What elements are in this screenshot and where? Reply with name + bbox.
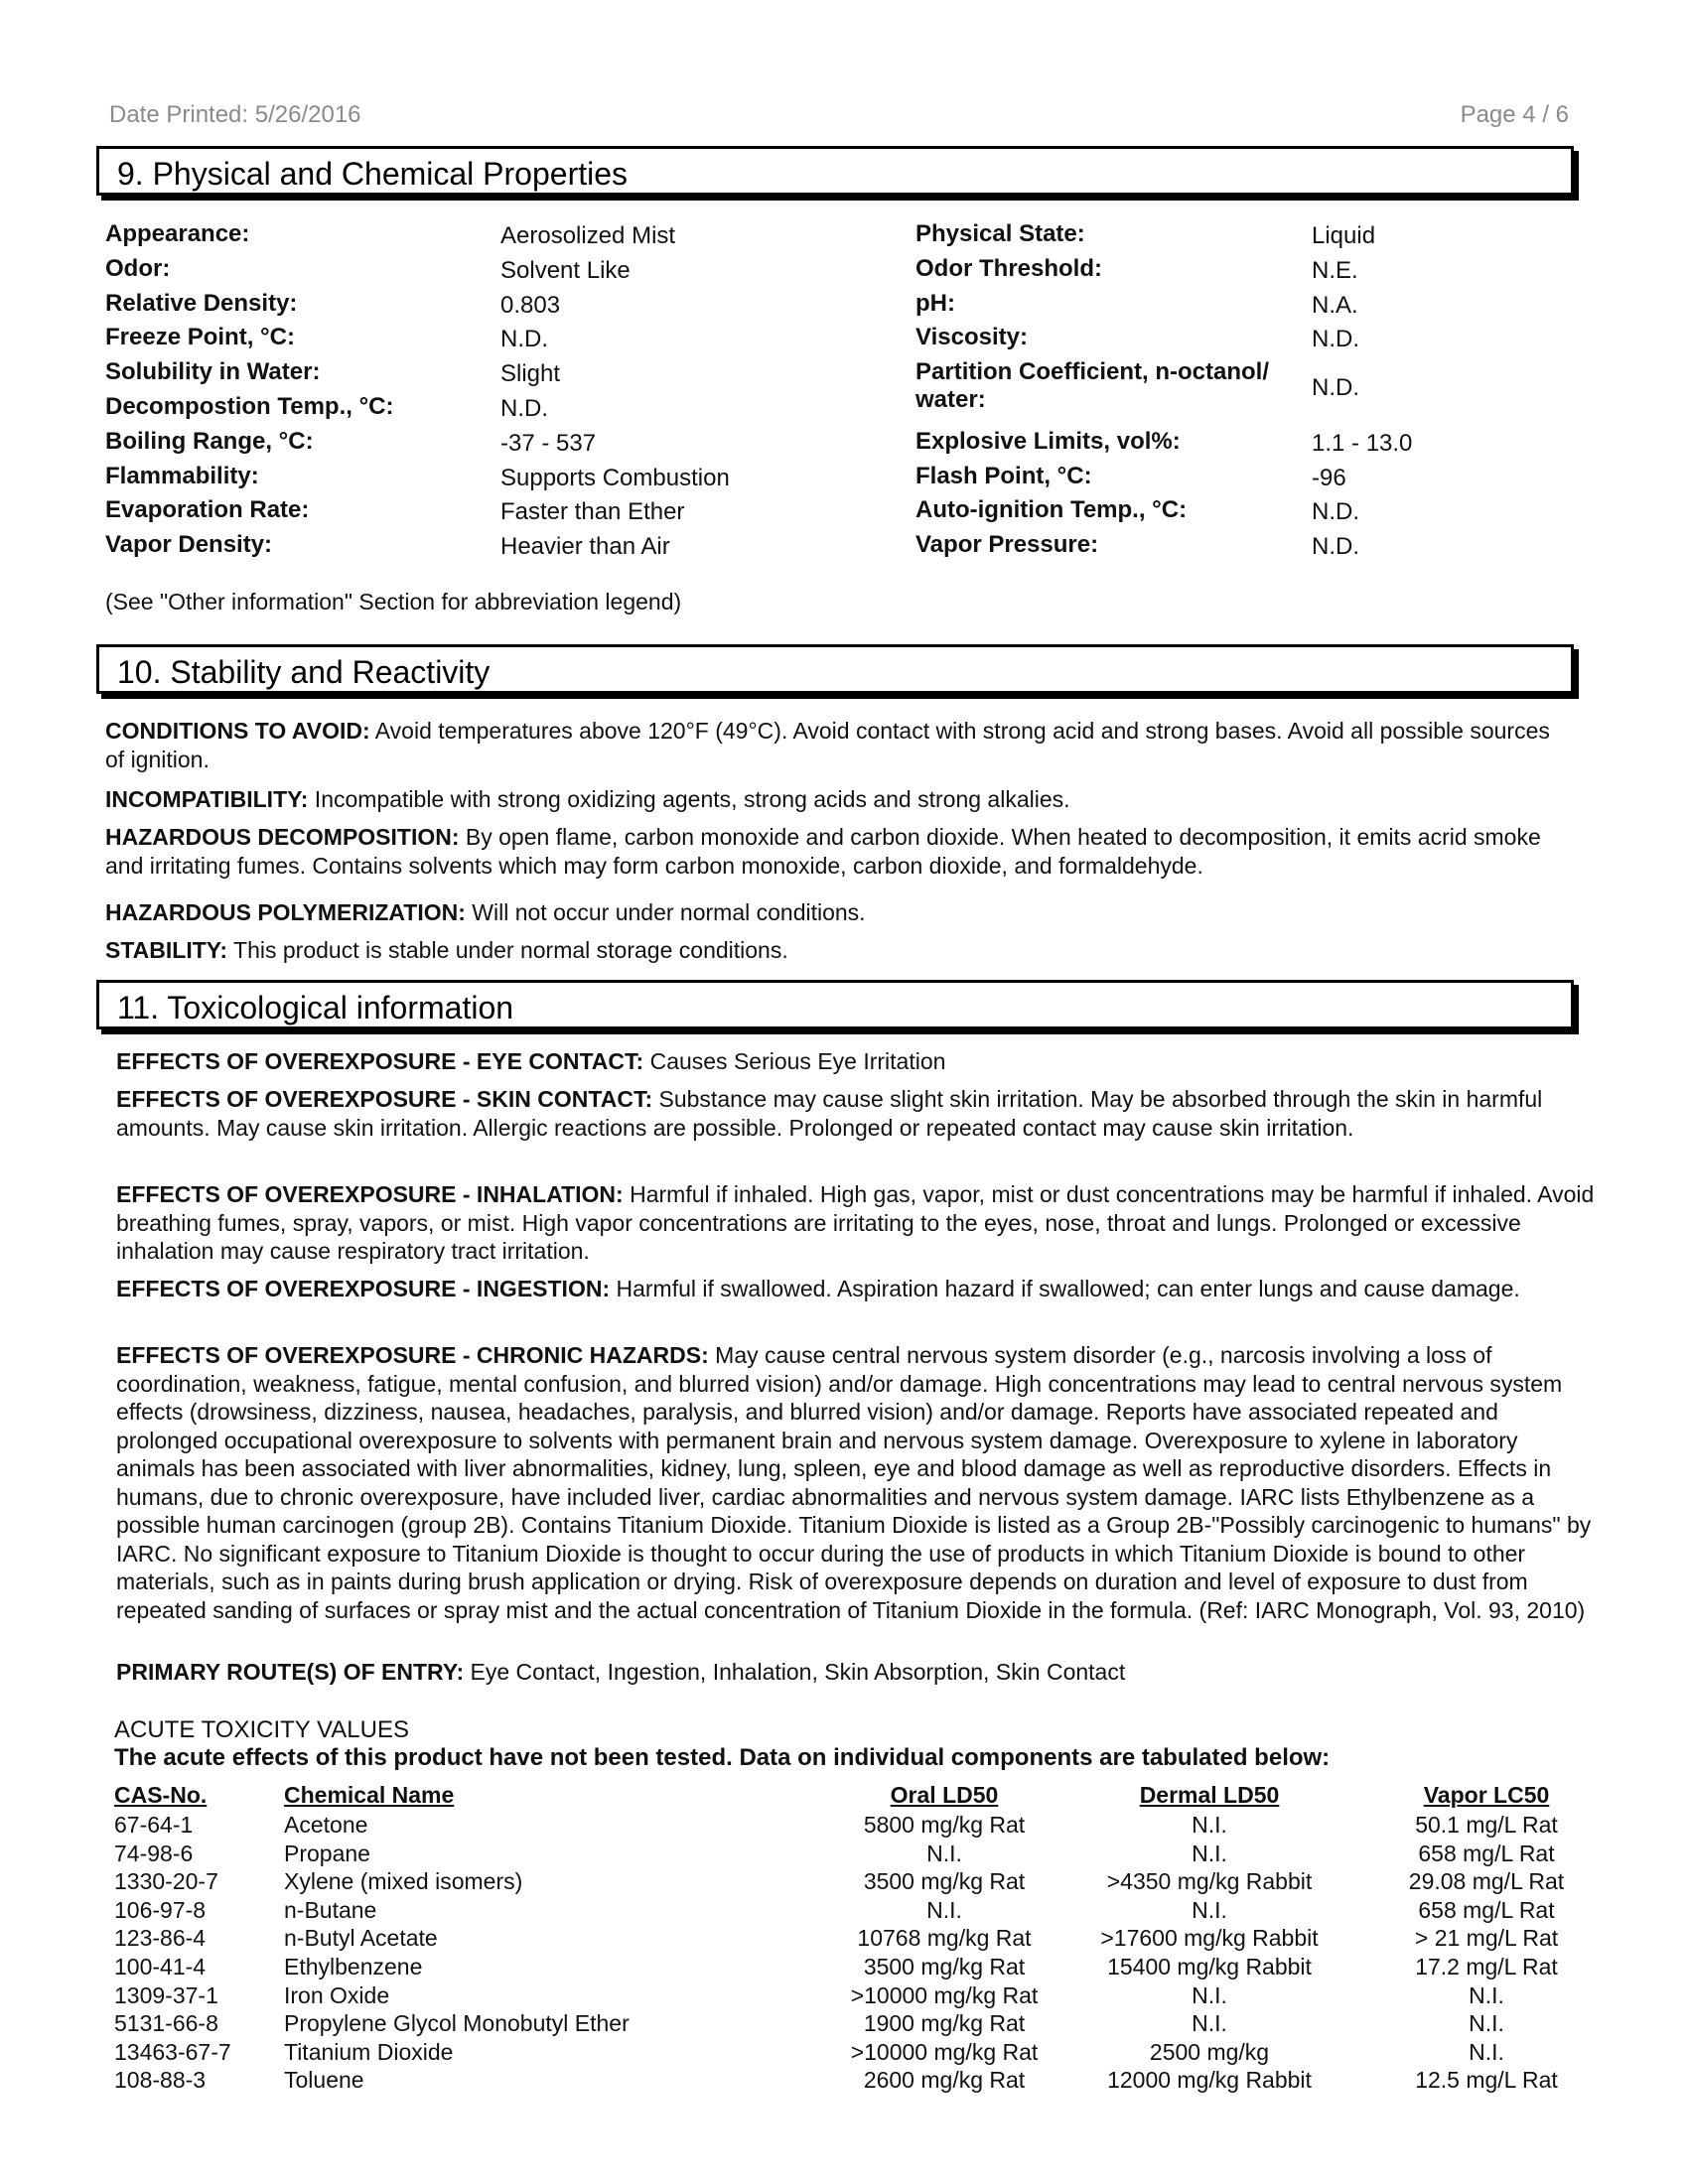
table-cell: 10768 mg/kg Rat <box>857 1925 1032 1952</box>
paragraph-label: EFFECTS OF OVEREXPOSURE - EYE CONTACT: <box>116 1048 644 1074</box>
property-label: Physical State: <box>915 220 1085 247</box>
section-11-header <box>96 980 1574 1029</box>
table-cell: 1330-20-7 <box>114 1868 218 1895</box>
table-header: Chemical Name <box>284 1782 455 1808</box>
table-cell: 15400 mg/kg Rabbit <box>1107 1954 1312 1979</box>
table-header: Dermal LD50 <box>1139 1782 1280 1808</box>
table-cell: 74-98-6 <box>114 1840 194 1866</box>
table-cell: 100-41-4 <box>114 1954 207 1979</box>
property-label: Flammability: <box>105 463 259 489</box>
table-cell: 1309-37-1 <box>114 1981 218 2008</box>
table-cell: Titanium Dioxide <box>284 2038 454 2065</box>
table-cell: >10000 mg/kg Rat <box>850 2038 1039 2065</box>
paragraph <box>116 1275 1598 1303</box>
table-cell: 13463-67-7 <box>114 2038 231 2065</box>
section-10-title: 10. Stability and Reactivity <box>117 654 491 690</box>
table-cell: Xylene (mixed isomers) <box>284 1868 523 1895</box>
paragraph <box>105 717 1557 773</box>
paragraph <box>105 823 1557 880</box>
paragraph <box>105 898 1557 927</box>
property-label: Odor: <box>105 255 171 282</box>
property-value: -37 - 537 <box>500 430 597 457</box>
paragraph <box>116 1047 1598 1076</box>
table-cell: 2500 mg/kg <box>1149 2038 1270 2065</box>
table-cell: 17.2 mg/L Rat <box>1415 1954 1558 1979</box>
table-cell: N.I. <box>1192 1840 1227 1866</box>
table-cell: N.I. <box>1192 2010 1227 2037</box>
property-label: Partition Coefficient, n-octanol/ <box>915 358 1270 385</box>
table-cell: Acetone <box>284 1812 368 1838</box>
table-cell: 3500 mg/kg Rat <box>863 1954 1026 1979</box>
table-cell: 108-88-3 <box>114 2067 207 2094</box>
table-cell: N.I. <box>1469 1981 1504 2008</box>
table-cell: >10000 mg/kg Rat <box>850 1981 1039 2008</box>
table-cell: 1900 mg/kg Rat <box>863 2010 1026 2037</box>
table-header: Vapor LC50 <box>1423 1782 1550 1808</box>
paragraph <box>116 1658 1598 1687</box>
paragraph-text: By open flame, carbon monoxide and carbon dioxide. When heated to decomposition, it emits acrid smoke and irritating fumes. Contains solvents which may form carbon monoxide, carbon dioxide, and formaldehyde. <box>105 824 1541 879</box>
paragraph-text: Eye Contact, Ingestion, Inhalation, Skin Absorption, Skin Contact <box>464 1659 1126 1685</box>
paragraph <box>116 1085 1598 1142</box>
table-cell: Ethylbenzene <box>284 1954 423 1979</box>
section-11-title: 11. Toxicological information <box>117 990 514 1025</box>
property-value: N.D. <box>1312 498 1359 525</box>
property-label: Appearance: <box>105 220 250 247</box>
date-printed: Date Printed: 5/26/2016 <box>109 101 361 128</box>
property-value: Heavier than Air <box>500 533 670 560</box>
paragraph-label: HAZARDOUS DECOMPOSITION: <box>105 824 460 850</box>
acute-toxicity-subheading: The acute effects of this product have not been tested. Data on individual components are tabulated below: <box>114 1744 1331 1771</box>
table-cell: Propane <box>284 1840 370 1866</box>
paragraph-label: STABILITY: <box>105 937 228 963</box>
table-cell: Iron Oxide <box>284 1981 390 2008</box>
paragraph-text: Incompatible with strong oxidizing agents, strong acids and strong alkalies. <box>308 786 1070 812</box>
table-cell: n-Butane <box>284 1896 377 1923</box>
property-value: 0.803 <box>500 292 561 319</box>
property-label: Flash Point, °C: <box>915 463 1092 489</box>
table-cell: 12000 mg/kg Rabbit <box>1107 2067 1312 2094</box>
table-cell: N.I. <box>926 1896 962 1923</box>
property-value: N.D. <box>500 395 548 422</box>
table-cell: >17600 mg/kg Rabbit <box>1100 1925 1319 1952</box>
table-cell: N.I. <box>1469 2010 1504 2037</box>
acute-toxicity-heading: ACUTE TOXICITY VALUES <box>114 1716 409 1743</box>
abbreviation-note: (See "Other information" Section for abbreviation legend) <box>105 589 682 614</box>
property-value: -96 <box>1312 465 1346 491</box>
property-label: Vapor Pressure: <box>915 531 1099 558</box>
property-value: N.E. <box>1312 257 1358 284</box>
table-cell: 106-97-8 <box>114 1896 207 1923</box>
paragraph <box>116 1341 1598 1624</box>
table-header: CAS-No. <box>114 1782 208 1808</box>
property-value: Supports Combustion <box>500 465 730 491</box>
table-cell: 5131-66-8 <box>114 2010 218 2037</box>
paragraph-label: HAZARDOUS POLYMERIZATION: <box>105 899 466 925</box>
paragraph-text: Substance may cause slight skin irritation. May be absorbed through the skin in harmful amounts. May cause skin irritation. Allergic reactions are possible. Prolonged or repeated contact may cause skin irritation. <box>116 1086 1543 1141</box>
property-label: Vapor Density: <box>105 531 273 558</box>
table-cell: n-Butyl Acetate <box>284 1925 438 1952</box>
table-header: Oral LD50 <box>890 1782 999 1808</box>
property-value: N.A. <box>1312 292 1358 319</box>
paragraph-text: Harmful if inhaled. High gas, vapor, mist or dust concentrations may be harmful if inhaled. Avoid breathing fumes, spray, vapors, or mist. High vapor concentrations are irritating to the eyes, nose, throat and lungs. Prolonged or excessive inhalation may cause respiratory tract irritation. <box>116 1181 1595 1264</box>
page-number: Page 4 / 6 <box>1460 101 1569 128</box>
property-value: Aerosolized Mist <box>500 222 676 249</box>
section-9-title: 9. Physical and Chemical Properties <box>117 156 629 192</box>
property-label: Decompostion Temp., °C: <box>105 393 394 420</box>
table-cell: 658 mg/L Rat <box>1418 1896 1555 1923</box>
property-label: Explosive Limits, vol%: <box>915 428 1181 455</box>
property-value: Liquid <box>1312 222 1376 249</box>
paragraph-text: This product is stable under normal storage conditions. <box>227 937 788 963</box>
property-value: Solvent Like <box>500 257 631 284</box>
table-cell: 2600 mg/kg Rat <box>863 2067 1026 2094</box>
property-label: Auto-ignition Temp., °C: <box>915 496 1188 523</box>
table-cell: >4350 mg/kg Rabbit <box>1106 1868 1313 1895</box>
paragraph-text: Harmful if swallowed. Aspiration hazard if swallowed; can enter lungs and cause damage. <box>610 1276 1520 1301</box>
table-cell: N.I. <box>1469 2038 1504 2065</box>
property-label: Odor Threshold: <box>915 255 1102 282</box>
table-cell: N.I. <box>1192 1981 1227 2008</box>
paragraph-text: Avoid temperatures above 120°F (49°C). Avoid contact with strong acid and strong bases. Avoid all possible sources of ignition. <box>105 718 1550 772</box>
paragraph-text: Will not occur under normal conditions. <box>465 899 866 925</box>
table-cell: 29.08 mg/L Rat <box>1408 1868 1565 1895</box>
table-cell: Toluene <box>284 2067 364 2094</box>
table-cell: 3500 mg/kg Rat <box>863 1868 1026 1895</box>
property-label: Boiling Range, °C: <box>105 428 314 455</box>
paragraph-text: Causes Serious Eye Irritation <box>643 1048 946 1074</box>
property-value: N.D. <box>500 326 548 352</box>
table-cell: 658 mg/L Rat <box>1418 1840 1555 1866</box>
section-10-header <box>96 644 1574 694</box>
table-cell: 50.1 mg/L Rat <box>1415 1812 1558 1838</box>
table-cell: > 21 mg/L Rat <box>1414 1925 1559 1952</box>
property-value: N.D. <box>1312 326 1359 352</box>
paragraph-label: EFFECTS OF OVEREXPOSURE - INHALATION: <box>116 1181 624 1207</box>
paragraph <box>116 1180 1598 1266</box>
property-value: N.D. <box>1312 374 1359 401</box>
table-cell: Propylene Glycol Monobutyl Ether <box>284 2010 630 2037</box>
table-cell: N.I. <box>1192 1896 1227 1923</box>
property-label: Evaporation Rate: <box>105 496 310 523</box>
table-cell: 123-86-4 <box>114 1925 207 1952</box>
paragraph-label: PRIMARY ROUTE(S) OF ENTRY: <box>116 1659 465 1685</box>
property-label: Freeze Point, °C: <box>105 324 295 350</box>
paragraph-label: EFFECTS OF OVEREXPOSURE - SKIN CONTACT: <box>116 1086 653 1112</box>
property-label: water: <box>915 386 986 413</box>
property-label: Solubility in Water: <box>105 358 321 385</box>
table-cell: 67-64-1 <box>114 1812 194 1838</box>
property-label: Relative Density: <box>105 290 298 317</box>
property-value: N.D. <box>1312 533 1359 560</box>
table-cell: N.I. <box>1192 1812 1227 1838</box>
paragraph <box>105 936 1557 965</box>
paragraph-label: INCOMPATIBILITY: <box>105 786 309 812</box>
table-cell: 12.5 mg/L Rat <box>1415 2067 1558 2094</box>
property-value: 1.1 - 13.0 <box>1312 430 1413 457</box>
section-9-header <box>96 146 1574 196</box>
property-label: Viscosity: <box>915 324 1028 350</box>
property-value: Slight <box>500 360 561 387</box>
paragraph-label: EFFECTS OF OVEREXPOSURE - INGESTION: <box>116 1276 611 1301</box>
paragraph <box>105 785 1557 814</box>
table-cell: N.I. <box>926 1840 962 1866</box>
property-label: pH: <box>915 290 955 317</box>
table-cell: 5800 mg/kg Rat <box>863 1812 1026 1838</box>
paragraph-text: May cause central nervous system disorder (e.g., narcosis involving a loss of coordination, weakness, fatigue, mental confusion, and blurred vision) and/or damage. High concentrations may lead to central nervous system effects (drowsiness, dizziness, nausea, headaches, paralysis, and blurred vision) and/or damage. Reports have associated repeated and prolonged occupational overexposure to solvents with permanent brain and nervous system damage. Overexposure to xylene in laboratory animals has been associated with liver abnormalities, kidney, lung, spleen, eye and blood damage as well as reproductive disorders. Effects in humans, due to chronic overexposure, have included liver, cardiac abnormalities and nervous system damage. IARC lists Ethylbenzene as a possible human carcinogen (group 2B). Contains Titanium Dioxide. Titanium Dioxide is listed as a Group 2B-"Possibly carcinogenic to humans" by IARC. No significant exposure to Titanium Dioxide is thought to occur during the use of products in which Titanium Dioxide is bound to other materials, such as in paints during brush application or drying. Risk of overexposure depends on duration and level of exposure to dust from repeated sanding of surfaces or spray mist and the actual concentration of Titanium Dioxide in the formula. (Ref: IARC Monograph, Vol. 93, 2010) <box>116 1342 1592 1623</box>
property-value: Faster than Ether <box>500 498 685 525</box>
paragraph-label: CONDITIONS TO AVOID: <box>105 718 370 744</box>
paragraph-label: EFFECTS OF OVEREXPOSURE - CHRONIC HAZARDS: <box>116 1342 709 1368</box>
